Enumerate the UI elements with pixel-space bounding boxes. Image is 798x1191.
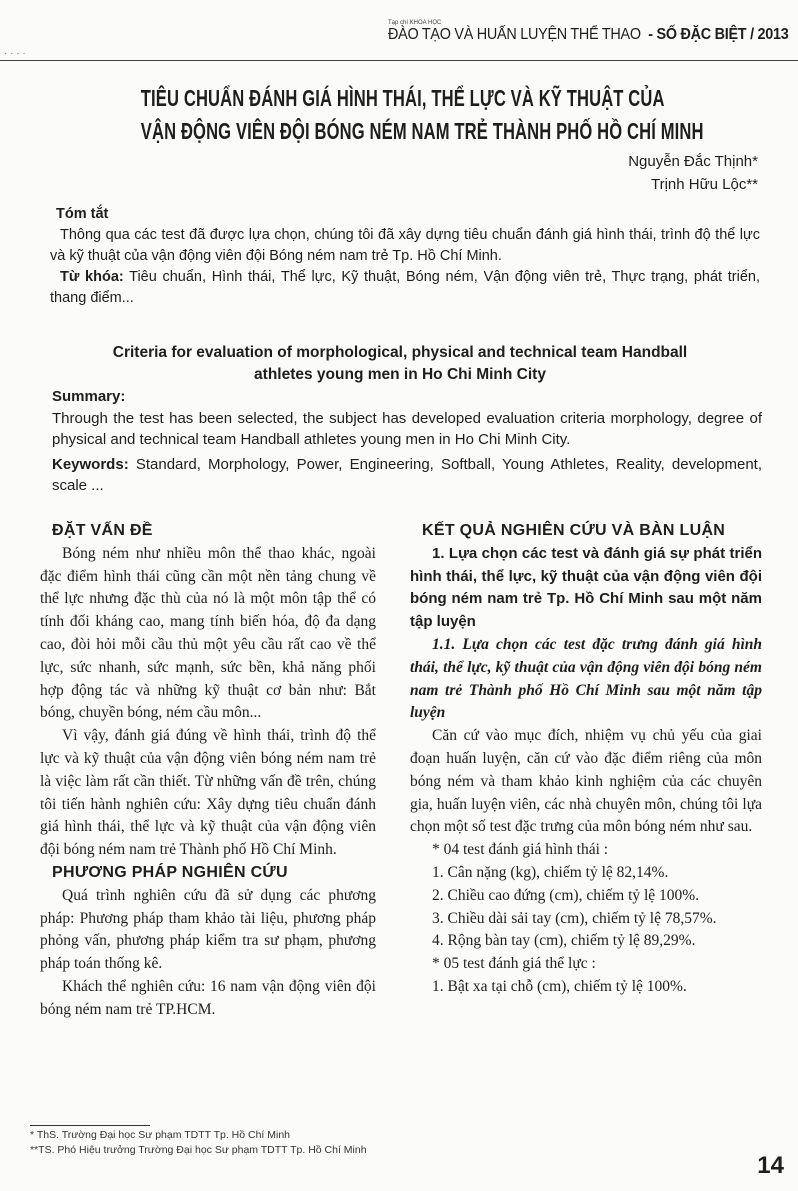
section-heading: PHƯƠNG PHÁP NGHIÊN CỨU xyxy=(52,863,288,881)
authors xyxy=(628,150,758,196)
footnote: **TS. Phó Hiệu trưởng Trường Đại học Sư phạm TDTT Tp. Hồ Chí Minh xyxy=(30,1144,367,1156)
abstract-vi xyxy=(50,204,760,309)
margin-marks: · · · · xyxy=(4,48,26,59)
title-line: VẬN ĐỘNG VIÊN ĐỘI BÓNG NÉM NAM TRẺ THÀNH PHỐ HỒ CHÍ MINH xyxy=(140,118,704,144)
keywords-text: Standard, Morphology, Power, Engineering, Softball, Young Athletes, Reality, development, scale ... xyxy=(52,455,762,494)
page-number: 14 xyxy=(757,1152,784,1179)
title-line: athletes young men in Ho Chi Minh City xyxy=(254,366,546,383)
article-title xyxy=(40,82,760,148)
paragraph: Vì vậy, đánh giá đúng về hình thái, trình độ thể lực và kỹ thuật của vận động viên bóng ném nam trẻ là việc làm rất cần thiết. Từ những vấn đề trên, chúng tôi tiến hành nghiên cứu: Xây dựng tiêu chuẩn đánh giá hình thái, thể lực và kỹ thuật của vận động viên đội bóng ném nam trẻ Thành phố Hồ Chí Minh. xyxy=(40,727,376,859)
list-item: * 05 test đánh giá thể lực : xyxy=(432,955,596,973)
subsection-heading: 1. Lựa chọn các test và đánh giá sự phát triển hình thái, thể lực, kỹ thuật của vận động viên đội bóng ném nam trẻ Tp. Hồ Chí Minh sau một năm tập luyện xyxy=(410,544,762,631)
list-item: 1. Bật xa tại chỗ (cm), chiếm tỷ lệ 100%. xyxy=(432,977,687,995)
title-line: TIÊU CHUẨN ĐÁNH GIÁ HÌNH THÁI, THỂ LỰC VÀ KỸ THUẬT CỦA xyxy=(140,85,665,111)
author: Nguyễn Đắc Thịnh* xyxy=(628,153,758,170)
author: Trịnh Hữu Lộc** xyxy=(650,176,758,193)
abstract-en xyxy=(52,386,762,497)
list-item: 4. Rộng bàn tay (cm), chiếm tỷ lệ 89,29%. xyxy=(432,932,696,950)
keywords-label: Keywords: xyxy=(52,455,129,473)
english-title xyxy=(40,342,760,386)
paragraph: Bóng ném như nhiều môn thể thao khác, ngoài đặc điểm hình thái cũng cần một nền tảng chung về thể lực nhưng đặc thù của nó là một môn tập thể có tính đối kháng cao, mang tính biến hóa, độ đa dạng cao, đòi hỏi mỗi cầu thủ một yêu cầu rất cao về thể lực, sức nhanh, sức mạnh, sức bền, khả năng phối hợp động tác và những kỹ thuật cơ bản như: Bắt bóng, chuyền bóng, ném cầu môn... xyxy=(40,544,376,722)
list-item: * 04 test đánh giá hình thái : xyxy=(432,841,609,859)
right-column xyxy=(410,520,762,999)
list-item: 3. Chiều dài sải tay (cm), chiếm tỷ lệ 78,57%. xyxy=(432,909,717,927)
journal-name: ĐÀO TẠO VÀ HUẤN LUYỆN THỂ THAO xyxy=(388,26,641,43)
section-heading: ĐẶT VẤN ĐỀ xyxy=(52,522,153,539)
footnote-divider xyxy=(30,1125,150,1126)
paragraph: Quá trình nghiên cứu đã sử dụng các phương pháp: Phương pháp tham khảo tài liệu, phương pháp phỏng vấn, phương pháp kiểm tra sư phạm, phương pháp toán thống kê. xyxy=(40,886,376,973)
subsection-heading: 1.1. Lựa chọn các test đặc trưng đánh giá hình thái, thể lực, kỹ thuật của vận động viên đội bóng ném nam trẻ Thành phố Hồ Chí Minh sau một năm tập luyện xyxy=(410,635,762,722)
section-heading: KẾT QUẢ NGHIÊN CỨU VÀ BÀN LUẬN xyxy=(422,522,726,539)
journal-small-label: Tạp chí KHOA HỌC xyxy=(388,20,442,26)
header-divider xyxy=(0,60,798,61)
keywords-text: Tiêu chuẩn, Hình thái, Thể lực, Kỹ thuật, Bóng ném, Vận động viên trẻ, Thực trạng, phát triển, thang điểm... xyxy=(50,269,760,306)
abstract-heading: Tóm tắt xyxy=(56,206,109,222)
paragraph: Căn cứ vào mục đích, nhiệm vụ chủ yếu của giai đoạn huấn luyện, căn cứ vào đặc điểm riêng của môn bóng ném và tham khảo kinh nghiệm của các chuyên gia, huấn luyện viên, các nhà chuyên môn, chúng tôi lựa chọn một số test đặc trưng của môn bóng ném như sau. xyxy=(410,727,762,836)
issue-label: - SỐ ĐẶC BIỆT / 2013 xyxy=(648,26,789,43)
abstract-heading: Summary: xyxy=(52,388,126,405)
title-line: Criteria for evaluation of morphological, physical and technical team Handball xyxy=(112,344,688,361)
running-header xyxy=(388,20,788,44)
keywords-label: Từ khóa: xyxy=(60,269,124,285)
abstract-text: Thông qua các test đã được lựa chọn, chúng tôi đã xây dựng tiêu chuẩn đánh giá hình thái, trình độ thể lực và kỹ thuật của vận động viên đội Bóng ném nam trẻ Tp. Hồ Chí Minh. xyxy=(50,227,760,264)
left-column xyxy=(40,520,376,1022)
list-item: 1. Cân nặng (kg), chiếm tỷ lệ 82,14%. xyxy=(432,863,669,881)
list-item: 2. Chiều cao đứng (cm), chiếm tỷ lệ 100%. xyxy=(432,886,700,904)
abstract-text: Through the test has been selected, the subject has developed evaluation criteria morphology, degree of physical and technical team Handball athletes young men in Ho Chi Minh City. xyxy=(52,409,762,448)
footnote: * ThS. Trường Đại học Sư phạm TDTT Tp. Hồ Chí Minh xyxy=(30,1129,291,1141)
paragraph: Khách thể nghiên cứu: 16 nam vận động viên đội bóng ném nam trẻ TP.HCM. xyxy=(40,977,376,1018)
